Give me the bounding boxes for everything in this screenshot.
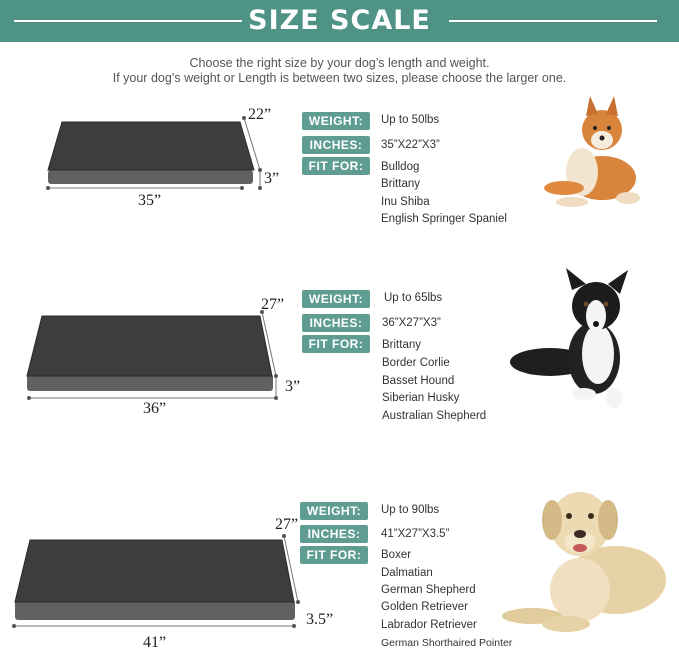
fit-for-label: FIT FOR: bbox=[300, 546, 368, 564]
labrador-retriever-image bbox=[498, 482, 670, 640]
breed-item: Brittany bbox=[382, 339, 421, 351]
breed-item: German Shorthaired Pointer bbox=[381, 637, 513, 649]
weight-label: WEIGHT: bbox=[302, 290, 370, 308]
mat-length-label: 35” bbox=[138, 192, 162, 209]
weight-label: WEIGHT: bbox=[300, 502, 368, 520]
mat-depth-label: 27” bbox=[261, 296, 285, 313]
border-collie-image bbox=[510, 262, 640, 412]
breed-item: German Shepherd bbox=[381, 584, 476, 596]
breed-item: Golden Retriever bbox=[381, 601, 468, 613]
inches-label: INCHES: bbox=[302, 136, 370, 154]
breed-item: Boxer bbox=[381, 549, 412, 561]
inches-value: 41”X27”X3.5” bbox=[381, 528, 450, 540]
breed-item: Inu Shiba bbox=[381, 196, 430, 208]
inches-label: INCHES: bbox=[300, 525, 368, 543]
weight-label: WEIGHT: bbox=[302, 112, 370, 130]
fit-for-label: FIT FOR: bbox=[302, 157, 370, 175]
mat-depth-label: 27” bbox=[275, 516, 299, 533]
mat-length-label: 36” bbox=[143, 400, 167, 417]
mat-length-label: 41” bbox=[143, 634, 167, 651]
breed-item: Labrador Retriever bbox=[381, 619, 477, 631]
mat-image-large bbox=[10, 530, 300, 632]
breed-item: Border Corlie bbox=[382, 357, 450, 369]
mat-depth-label: 22” bbox=[248, 106, 272, 123]
intro-line-2: If your dog’s weight or Length is between two sizes, please choose the larger one. bbox=[112, 71, 567, 85]
inches-value: 35”X22”X3” bbox=[381, 139, 440, 151]
weight-value: Up to 65lbs bbox=[384, 292, 443, 304]
breed-item: Australian Shepherd bbox=[382, 410, 487, 422]
header-banner bbox=[0, 0, 679, 42]
inches-label: INCHES: bbox=[302, 314, 370, 332]
inches-value: 36”X27”X3” bbox=[382, 317, 441, 329]
mat-height-label: 3” bbox=[264, 170, 280, 187]
breed-item: English Springer Spaniel bbox=[381, 213, 507, 225]
fit-for-label: FIT FOR: bbox=[302, 335, 370, 353]
intro-line-1: Choose the right size by your dog’s length and weight. bbox=[189, 56, 490, 70]
mat-height-label: 3” bbox=[285, 378, 301, 395]
mat-image-medium bbox=[24, 306, 294, 406]
breed-item: Bulldog bbox=[381, 161, 420, 173]
mat-image-small bbox=[44, 112, 274, 202]
weight-value: Up to 50lbs bbox=[381, 114, 440, 126]
breed-item: Basset Hound bbox=[382, 375, 455, 387]
weight-value: Up to 90lbs bbox=[381, 504, 440, 516]
shiba-inu-image bbox=[540, 90, 645, 210]
page-title: SIZE SCALE bbox=[248, 5, 431, 36]
breed-item: Dalmatian bbox=[381, 567, 433, 579]
mat-height-label: 3.5” bbox=[306, 611, 334, 628]
breed-item: Siberian Husky bbox=[382, 392, 460, 404]
breed-item: Brittany bbox=[381, 178, 420, 190]
